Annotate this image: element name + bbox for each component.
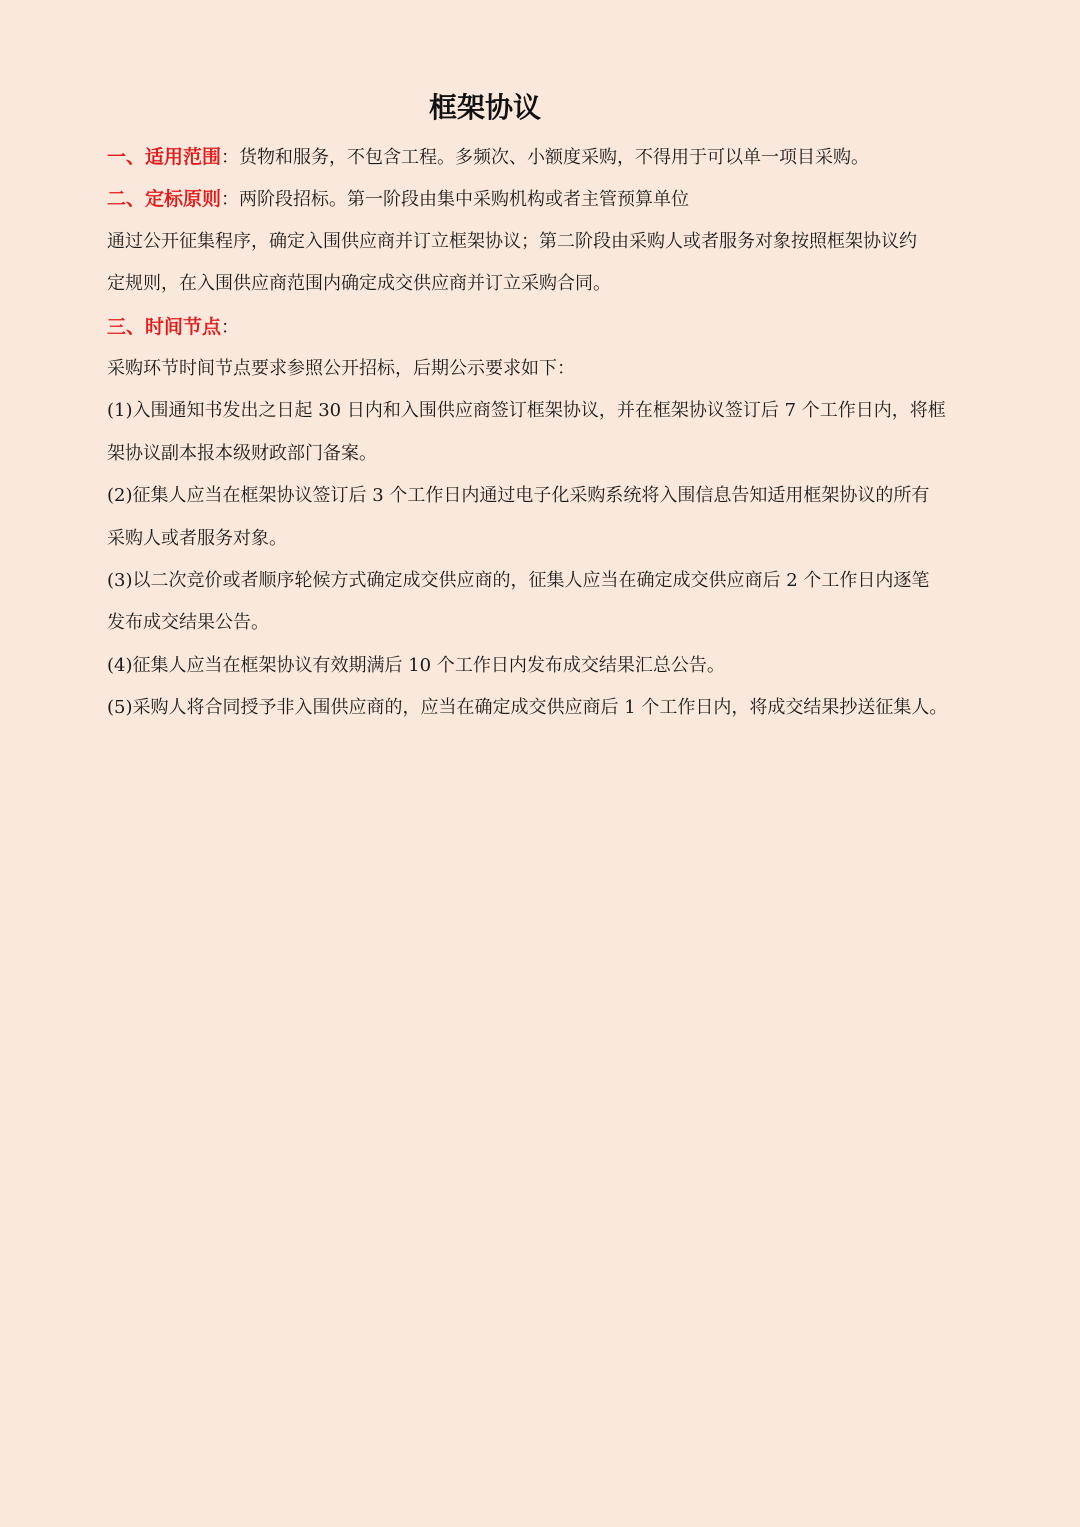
timeline-item-3-line2: 发布成交结果公告。 — [107, 612, 269, 634]
document-body — [107, 136, 987, 729]
section-timeline-intro: 采购环节时间节点要求参照公开招标，后期公示要求如下： — [107, 357, 575, 379]
section-timeline-separator: ： — [221, 316, 240, 338]
section-award-separator: ： — [221, 189, 240, 211]
timeline-item-2-line1: (2)征集人应当在框架协议签订后 3 个工作日内通过电子化采购系统将入围信息告知适用框架协议的所有 — [107, 485, 930, 507]
timeline-item-5-line1: (5)采购人将合同授予非入围供应商的，应当在确定成交供应商后 1 个工作日内，将成交结果抄送征集人。 — [107, 697, 948, 719]
section-scope-separator: ： — [221, 147, 240, 168]
timeline-item-1-line2: 架协议副本报本级财政部门备案。 — [107, 442, 377, 464]
timeline-item-1-line1: (1)入围通知书发出之日起 30 日内和入围供应商签订框架协议，并在框架协议签订后 7 个工作日内，将框 — [107, 400, 946, 422]
section-award-text-line3: 定规则，在入围供应商范围内确定成交供应商并订立采购合同。 — [107, 273, 611, 295]
section-scope-heading: 一、适用范围 — [107, 146, 222, 168]
section-timeline — [107, 306, 987, 348]
section-award-text-line2: 通过公开征集程序，确定入围供应商并订立框架协议；第二阶段由采购人或者服务对象按照框架协议约 — [107, 230, 917, 252]
timeline-item-2-line2: 采购人或者服务对象。 — [107, 527, 287, 549]
section-timeline-heading: 三、时间节点 — [107, 315, 222, 338]
section-scope — [107, 136, 987, 178]
document-title: 框架协议 — [428, 91, 541, 124]
section-award-principle — [107, 178, 987, 220]
section-award-heading: 二、定标原则 — [107, 188, 222, 211]
section-scope-text: 货物和服务，不包含工程。多频次、小额度采购，不得用于可以单一项目采购。 — [239, 147, 870, 168]
timeline-item-4-line1: (4)征集人应当在框架协议有效期满后 10 个工作日内发布成交结果汇总公告。 — [107, 654, 725, 676]
timeline-item-3-line1: (3)以二次竞价或者顺序轮候方式确定成交供应商的，征集人应当在确定成交供应商后 2 个工作日内逐笔 — [107, 569, 930, 591]
section-award-text-line1: 两阶段招标。第一阶段由集中采购机构或者主管预算单位 — [239, 189, 690, 211]
